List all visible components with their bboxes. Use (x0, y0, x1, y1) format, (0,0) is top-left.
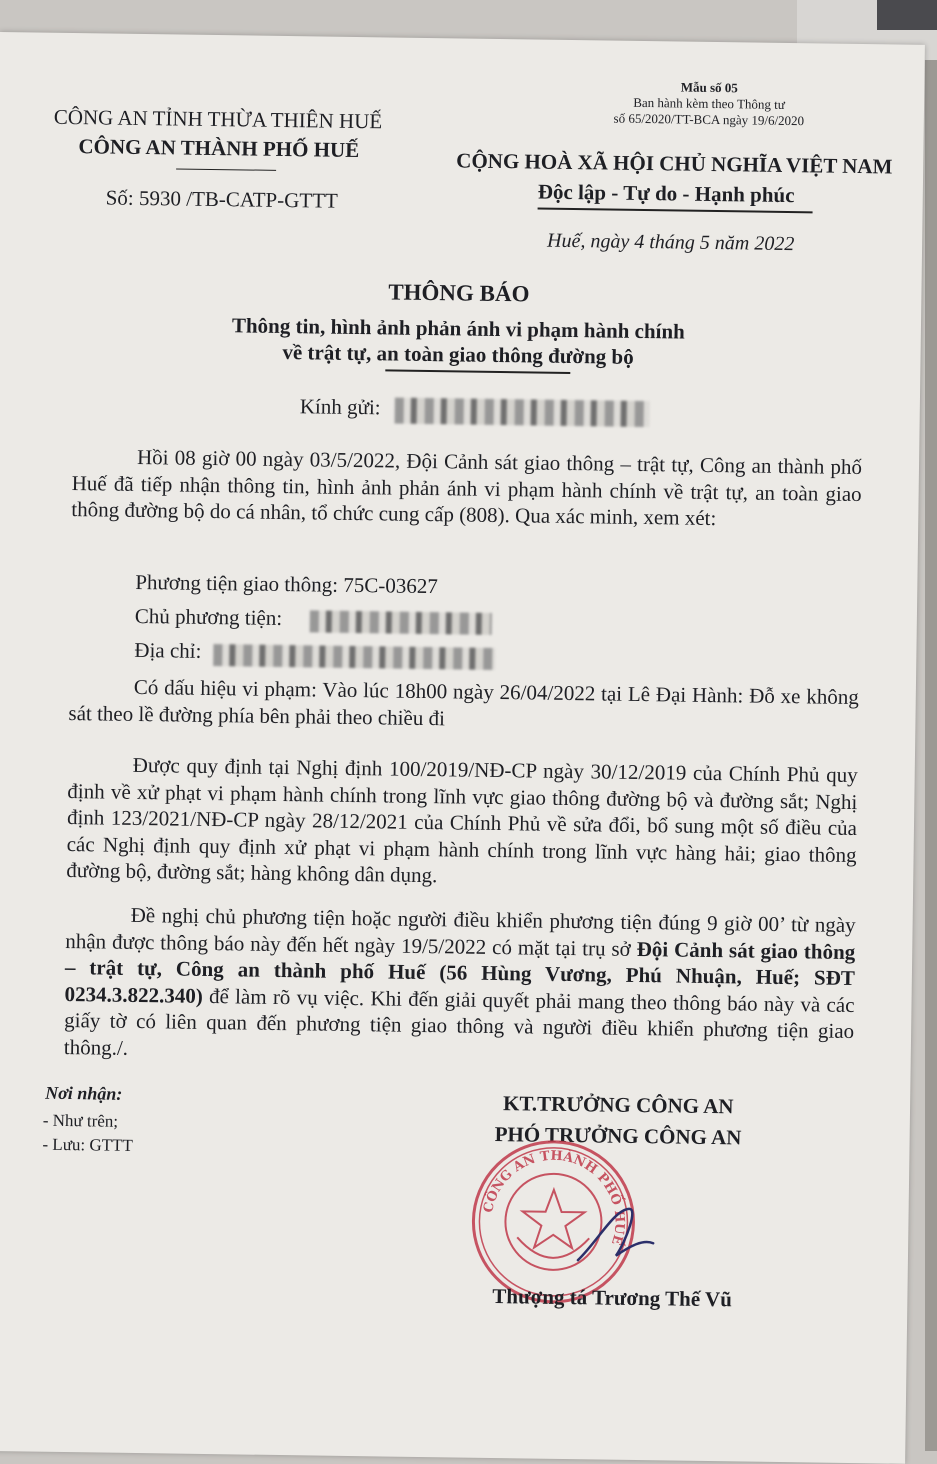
paragraph-request (64, 901, 856, 1071)
paragraph-1: Hồi 08 giờ 00 ngày 03/5/2022, Đội Cảnh sát giao thông – trật tự, Công an thành phố Huế đã tiếp nhận thông tin, hình ảnh phản ánh vi phạm hành chính về trật tự, an toàn giao thông đường bộ do cá nhân, tổ chức cung cấp (808). Qua xác minh, xem xét: (71, 444, 863, 531)
agency-underline (176, 168, 276, 170)
document-page (0, 32, 925, 1464)
doc-subtitle-2: về trật tự, an toàn giao thông đường bộ (282, 339, 634, 369)
doc-number: Số: 5930 /TB-CATP-GTTT (105, 185, 339, 213)
doc-date: Huế, ngày 4 tháng 5 năm 2022 (546, 229, 795, 256)
recipients-label: Nơi nhận: (45, 1082, 123, 1104)
seal-text: CÔNG AN THÀNH PHỐ HUẾ (481, 1148, 627, 1247)
agency-name: CÔNG AN THÀNH PHỐ HUẾ (78, 134, 360, 163)
background-object (877, 0, 937, 30)
republic-name: CỘNG HOÀ XÃ HỘI CHỦ NGHĨA VIỆT NAM (456, 148, 893, 179)
background-edge (925, 60, 937, 1451)
subtitle-underline (385, 369, 570, 373)
doc-title: THÔNG BÁO (388, 279, 530, 307)
recipients-item-2: - Lưu: GTTT (42, 1134, 134, 1155)
redacted-address (213, 644, 495, 670)
address-label: Địa chỉ: (134, 637, 202, 663)
owner-label: Chủ phương tiện: (134, 603, 283, 630)
paragraph-violation: Có dấu hiệu vi phạm: Vào lúc 18h00 ngày 26/04/2022 tại Lê Đại Hành: Đỗ xe không sát theo lề đường phía bên phải theo chiều đi (68, 674, 859, 730)
form-issued-line2: số 65/2020/TT-BCA ngày 19/6/2020 (613, 110, 805, 129)
recipients-item-1: - Như trên; (42, 1110, 119, 1131)
request-office: Đội Cảnh sát giao thông – trật tự, Công an thành phố Huế (56 Hùng Vương, Phú Nhuận, Huế; SĐT 0234.3.822.340) (64, 936, 856, 1008)
signature-title-1: KT.TRƯỞNG CÔNG AN (502, 1091, 734, 1119)
agency-parent: CÔNG AN TỈNH THỪA THIÊN HUẾ (53, 104, 383, 134)
redacted-owner (310, 610, 492, 635)
handwritten-signature-icon (568, 1200, 659, 1271)
form-issued-line1: Ban hành kèm theo Thông tư (633, 94, 785, 112)
form-number: Mẫu số 05 (680, 79, 738, 96)
republic-motto: Độc lập - Tự do - Hạnh phúc (537, 179, 795, 208)
request-text-a: Đề nghị chủ phương tiện hoặc người điều khiển phương tiện đúng 9 giờ 00’ từ ngày nhận được thông báo này đến hết ngày 19/5/2022 có mặt tại trụ sở (65, 902, 856, 961)
paragraph-legal-basis: Được quy định tại Nghị định 100/2019/NĐ-CP ngày 30/12/2019 của Chính Phủ quy định về xử phạt vi phạm hành chính trong lĩnh vực giao thông đường bộ và đường sắt; Nghị định 123/2021/NĐ-CP ngày 28/12/2021 của Chính Phủ về sửa đổi, bổ sung một số điều của các Nghị định quy định xử phạt vi phạm hành chính trong lĩnh vực hàng hải; giao thông đường bộ, đường sắt; hàng không dân dụng. (66, 752, 858, 888)
motto-underline (538, 208, 813, 213)
signer-name: Thượng tá Trương Thế Vũ (492, 1283, 733, 1312)
request-text-c: để làm rõ vụ việc. Khi đến giải quyết phải mang theo thông báo này và các giấy tờ có liên quan đến phương tiện giao thông và người điều khiển phương tiện giao thông./. (63, 983, 855, 1060)
form-number-block (589, 78, 830, 129)
doc-subtitle-1: Thông tin, hình ảnh phản ánh vi phạm hành chính (231, 313, 686, 344)
signature-title-2: PHÓ TRƯỞNG CÔNG AN (494, 1122, 742, 1150)
recipient-label: Kính gửi: (299, 394, 381, 420)
redacted-recipient (395, 398, 650, 428)
vehicle-line: Phương tiện giao thông: 75C-03627 (135, 569, 438, 599)
